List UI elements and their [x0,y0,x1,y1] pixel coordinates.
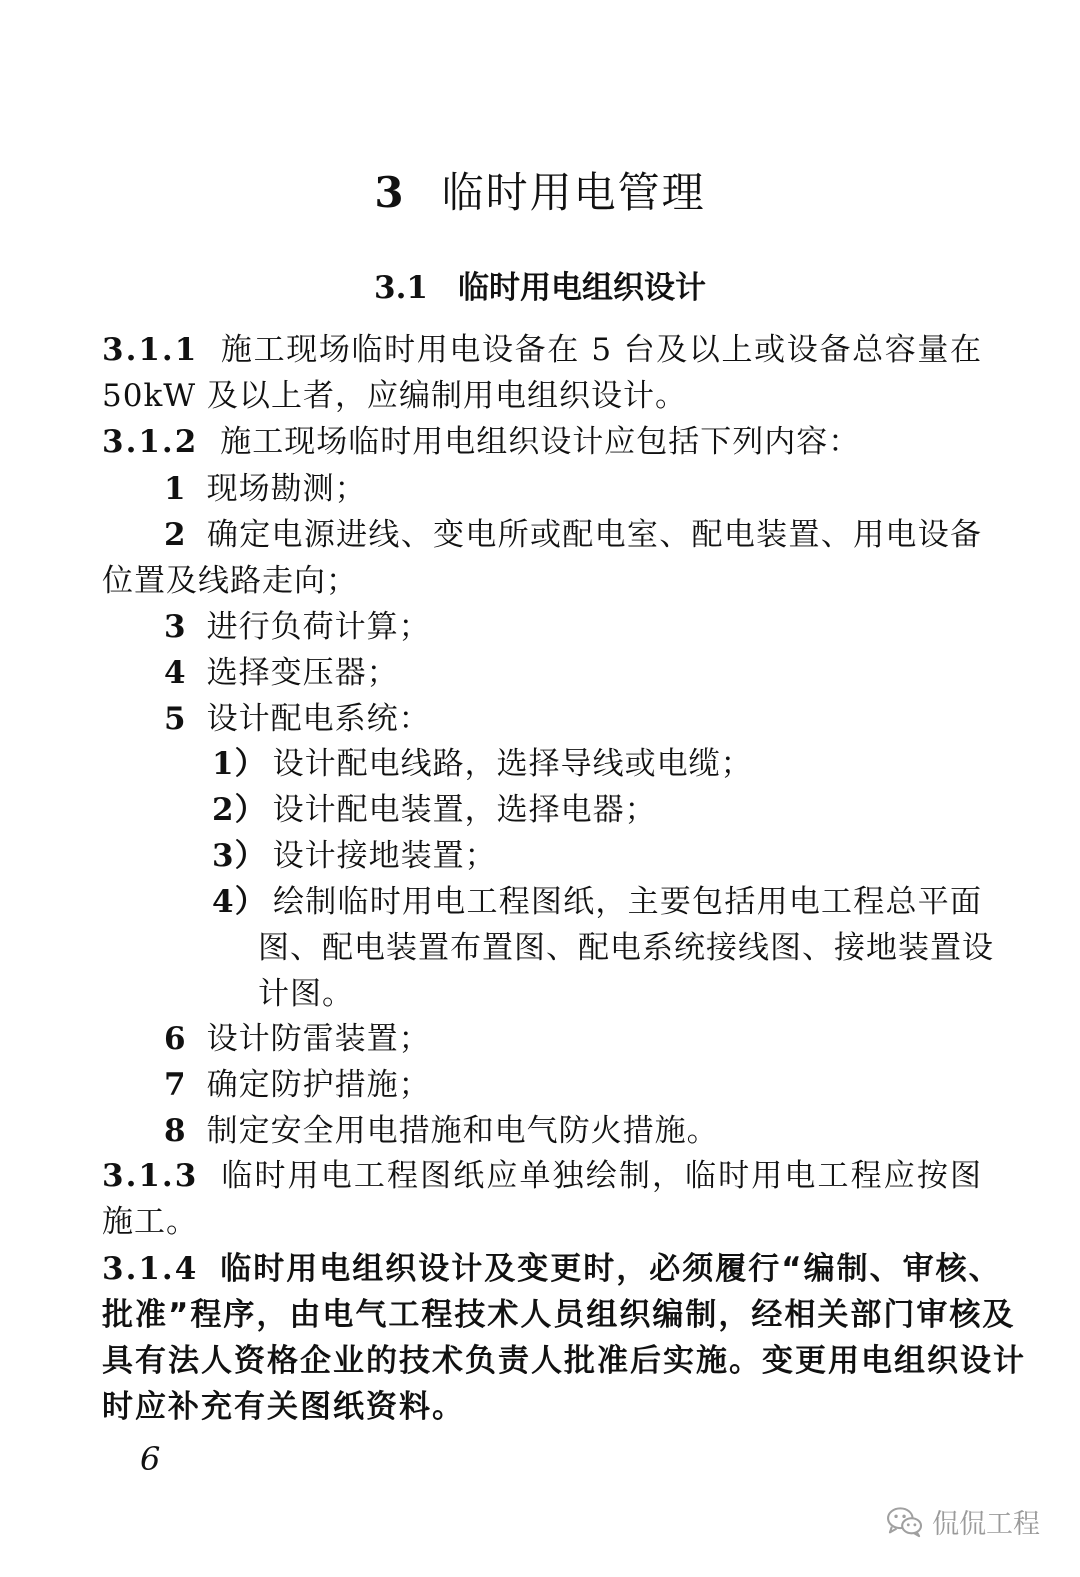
list-item: 5 设计配电系统： [164,701,431,737]
clause-3-1-4-line4: 时应补充有关图纸资料。 [102,1389,465,1425]
clause-3-1-3-line2: 施工。 [102,1204,198,1240]
clause-text: 临时用电组织设计及变更时，必须履行“编制、审核、 [220,1251,1002,1287]
clause-text: 临时用电工程图纸应单独绘制，临时用电工程应按图 [220,1158,982,1194]
list-item: 3 进行负荷计算； [164,609,431,645]
watermark-text: 侃侃工程 [932,1509,1040,1540]
list-item: 7 确定防护措施； [164,1067,431,1103]
clause-3-1-4-line2: 批准”程序，由电气工程技术人员组织编制，经相关部门审核及 [102,1297,1016,1333]
chapter-title [0,160,1080,220]
section-title [0,262,1080,307]
clause-3-1-3-line1 [102,1153,982,1199]
clause-3-1-2-intro [102,419,860,465]
clause-text: 施工现场临时用电设备在 5 台及以上或设备总容量在 [220,332,982,368]
clause-3-1-1-line2: 50kW 及以上者，应编制用电组织设计。 [102,378,687,414]
sub-list-item-continuation: 图、配电装置布置图、配电系统接线图、接地装置设 [258,930,994,966]
clause-text: 施工现场临时用电组织设计应包括下列内容： [220,424,861,460]
list-item: 6 设计防雷装置； [164,1021,431,1057]
clause-number: 3.1.2 [102,424,199,460]
list-item: 2 确定电源进线、变电所或配电室、配电装置、用电设备 [164,517,982,553]
list-item: 8 制定安全用电措施和电气防火措施。 [164,1113,719,1149]
sub-list-item-continuation: 计图。 [258,976,354,1012]
section-title-text: 临时用电组织设计 [457,270,706,306]
sub-list-item: 3） 设计接地装置； [212,838,497,874]
list-item: 1 现场勘测； [164,471,367,507]
sub-list-item: 4） 绘制临时用电工程图纸，主要包括用电工程总平面 [212,884,982,920]
page-number: 6 [140,1440,161,1478]
wechat-icon [886,1506,924,1538]
list-item: 4 选择变压器； [164,655,399,691]
sub-list-item: 2） 设计配电装置，选择电器； [212,792,657,828]
clause-number: 3.1.1 [102,332,199,368]
clause-3-1-1-line1 [102,327,982,373]
sub-list-item: 1） 设计配电线路，选择导线或电缆； [212,746,753,782]
list-item-continuation: 位置及线路走向； [102,563,358,599]
watermark [886,1502,1040,1541]
clause-3-1-4-line1 [102,1246,1002,1292]
clause-number: 3.1.4 [102,1251,199,1287]
chapter-number: 3 [374,168,406,217]
section-number: 3.1 [374,270,428,306]
clause-3-1-4-line3: 具有法人资格企业的技术负责人批准后实施。变更用电组织设计 [102,1343,1026,1379]
clause-number: 3.1.3 [102,1158,199,1194]
chapter-title-text: 临时用电管理 [441,168,706,217]
